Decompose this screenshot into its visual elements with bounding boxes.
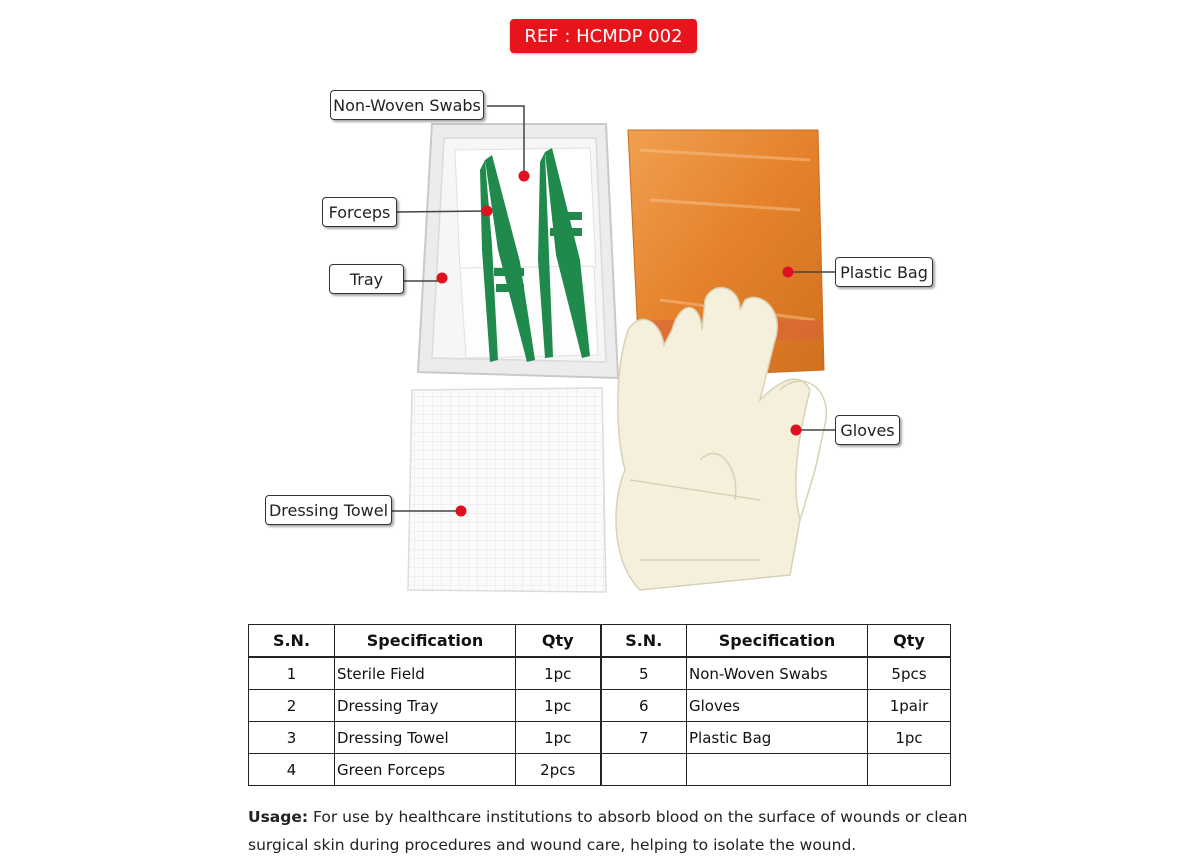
label-gloves: Gloves [835, 415, 900, 445]
cell-sn: 2 [249, 690, 335, 722]
table-row [249, 722, 951, 754]
cell-qty: 1pc [868, 722, 951, 754]
usage-label: Usage: [248, 808, 309, 826]
cell-qty: 1pc [516, 657, 601, 690]
header-specification: Specification [335, 625, 516, 658]
table-row [249, 754, 951, 786]
cell-qty: 5pcs [868, 657, 951, 690]
label-non-woven-swabs: Non-Woven Swabs [330, 90, 484, 120]
cell-spec: Green Forceps [335, 754, 516, 786]
dot-tray [437, 273, 448, 284]
cell-sn [601, 754, 687, 786]
header-sn: S.N. [249, 625, 335, 658]
header-qty: Qty [516, 625, 601, 658]
header-qty-2: Qty [868, 625, 951, 658]
cell-sn: 4 [249, 754, 335, 786]
cell-sn: 6 [601, 690, 687, 722]
cell-spec: Dressing Towel [335, 722, 516, 754]
ref-badge: REF : HCMDP 002 [510, 19, 697, 53]
table-row [249, 657, 951, 690]
usage-text: For use by healthcare institutions to absorb blood on the surface of wounds or clean surgical skin during procedures and wound care, helping to isolate the wound. [248, 808, 968, 854]
cell-qty: 1pair [868, 690, 951, 722]
cell-qty: 2pcs [516, 754, 601, 786]
header-sn-2: S.N. [601, 625, 687, 658]
dot-forceps [482, 206, 493, 217]
dot-towel [456, 506, 467, 517]
cell-sn: 5 [601, 657, 687, 690]
cell-spec: Plastic Bag [687, 722, 868, 754]
table-row [249, 690, 951, 722]
table-header-row [249, 625, 951, 658]
cell-spec: Gloves [687, 690, 868, 722]
cell-sn: 3 [249, 722, 335, 754]
cell-qty: 1pc [516, 722, 601, 754]
dot-swabs [519, 171, 530, 182]
cell-spec: Sterile Field [335, 657, 516, 690]
dot-gloves [791, 425, 802, 436]
label-forceps: Forceps [322, 197, 397, 227]
cell-spec [687, 754, 868, 786]
label-dressing-towel: Dressing Towel [265, 495, 392, 525]
header-specification-2: Specification [687, 625, 868, 658]
usage-paragraph [248, 803, 968, 859]
dressing-towel-image [408, 388, 606, 592]
cell-qty [868, 754, 951, 786]
specification-table [248, 624, 951, 786]
label-plastic-bag: Plastic Bag [835, 257, 933, 287]
cell-sn: 7 [601, 722, 687, 754]
label-tray: Tray [329, 264, 404, 294]
dot-plastic-bag [783, 267, 794, 278]
cell-sn: 1 [249, 657, 335, 690]
cell-spec: Non-Woven Swabs [687, 657, 868, 690]
cell-spec: Dressing Tray [335, 690, 516, 722]
cell-qty: 1pc [516, 690, 601, 722]
